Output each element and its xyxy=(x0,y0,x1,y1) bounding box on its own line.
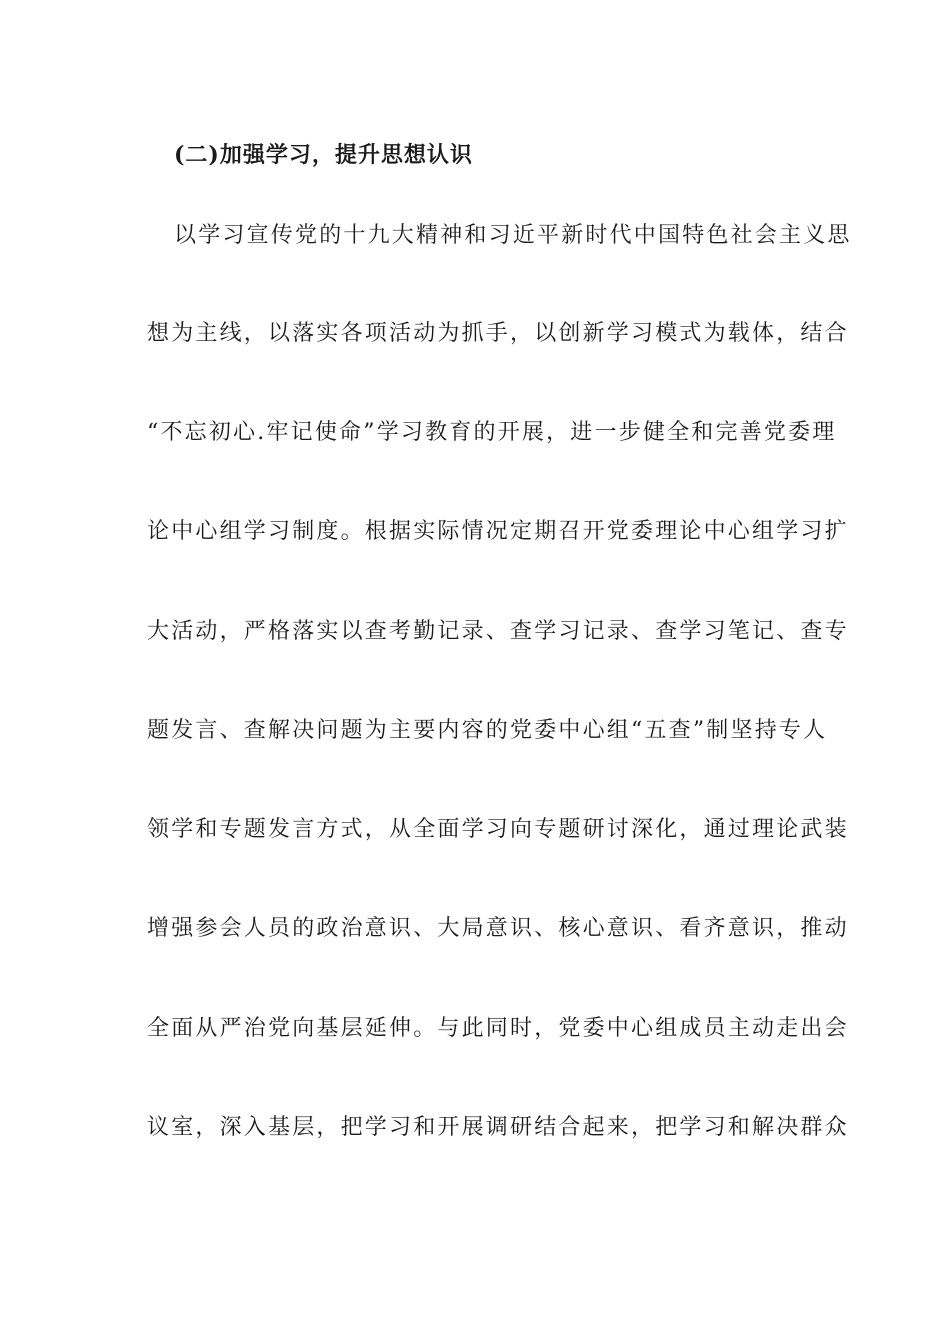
paragraph-line: “不忘初心.牢记使命”学习教育的开展，进一步健全和完善党委理 xyxy=(147,420,837,445)
section-heading: (二)加强学习，提升思想认识 xyxy=(174,142,473,168)
paragraph-line: 想为主线，以落实各项活动为抓手，以创新学习模式为载体，结合 xyxy=(147,321,849,346)
paragraph-line: 领学和专题发言方式，从全面学习向专题研讨深化，通过理论武装 xyxy=(147,817,849,842)
paragraph-line: 以学习宣传党的十九大精神和习近平新时代中国特色社会主义思 xyxy=(174,223,852,248)
paragraph-line: 增强参会人员的政治意识、大局意识、核心意识、看齐意识，推动 xyxy=(147,916,849,941)
paragraph-line: 全面从严治党向基层延伸。与此同时，党委中心组成员主动走出会 xyxy=(147,1016,849,1041)
paragraph-line: 议室，深入基层，把学习和开展调研结合起来，把学习和解决群众 xyxy=(147,1115,849,1140)
paragraph-line: 大活动，严格落实以查考勤记录、查学习记录、查学习笔记、查专 xyxy=(147,619,849,644)
paragraph-line: 论中心组学习制度。根据实际情况定期召开党委理论中心组学习扩 xyxy=(147,519,849,544)
paragraph-line: 题发言、查解决问题为主要内容的党委中心组“五查”制坚持专人 xyxy=(147,718,828,743)
